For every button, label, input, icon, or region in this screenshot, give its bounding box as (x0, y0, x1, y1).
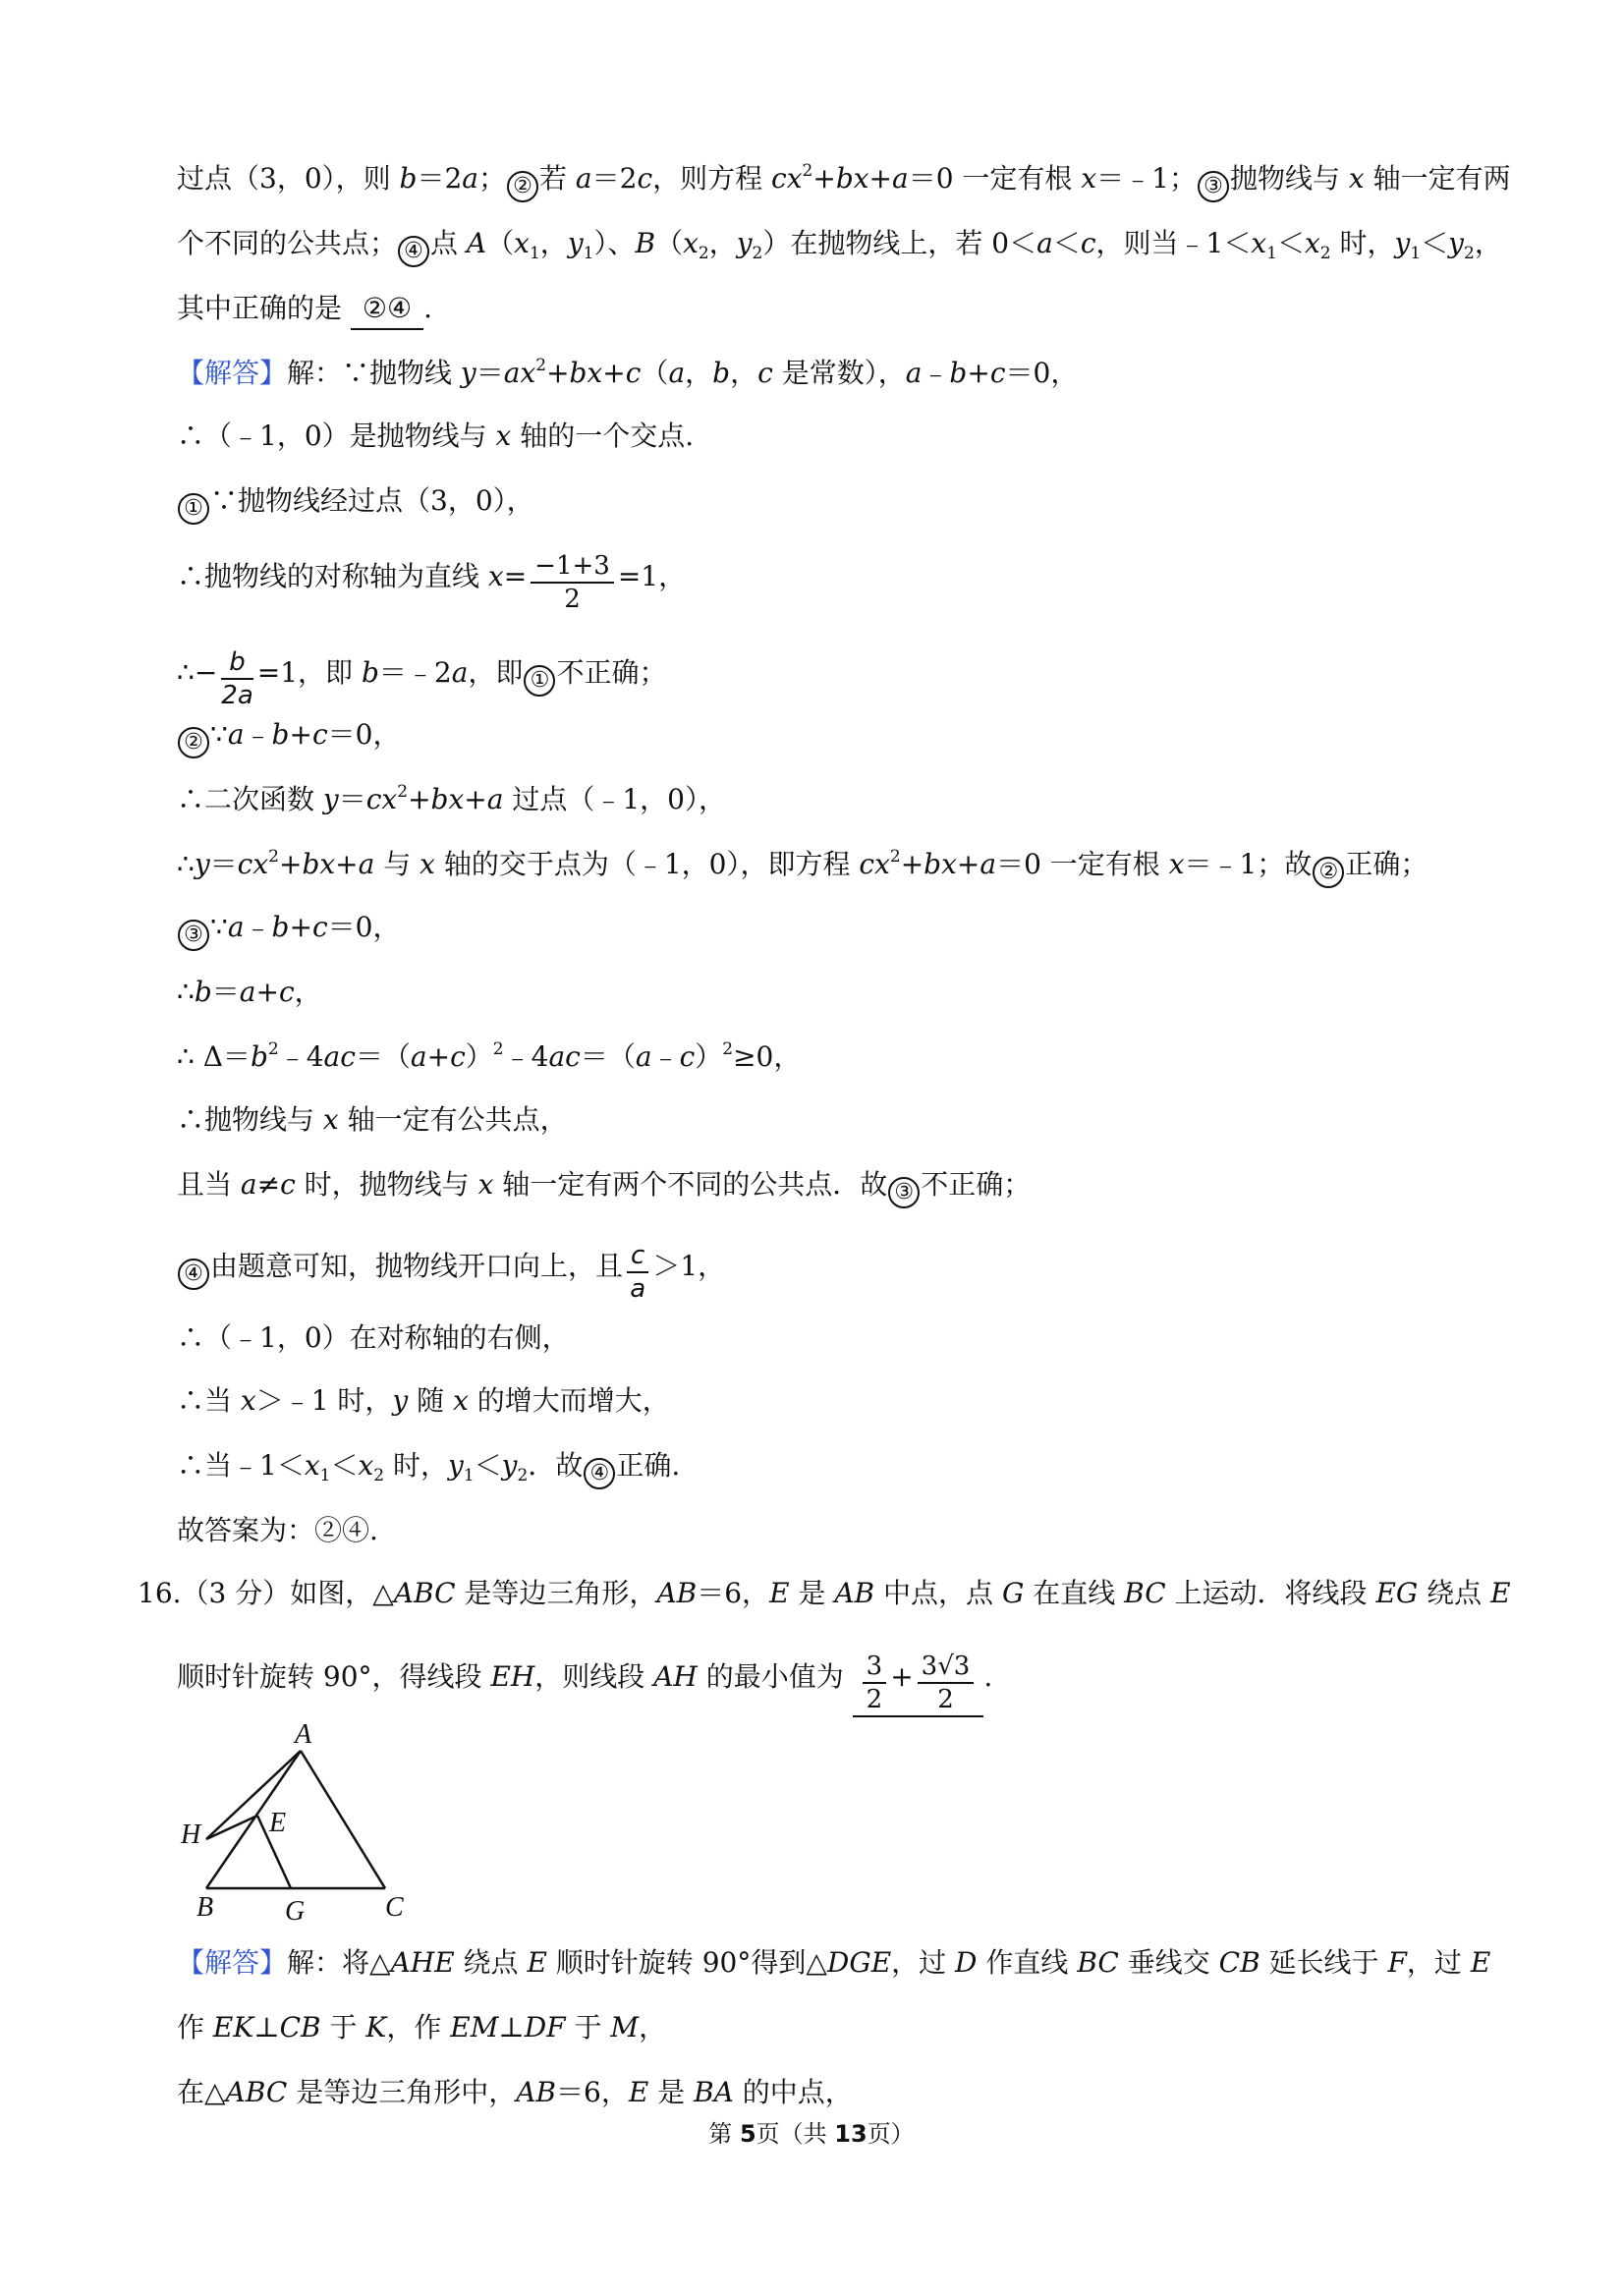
sol15-line-7: ∴二次函数 $y=cx^2+bx+a$ 过点（﹣1，0）， (177, 782, 726, 815)
answer-blank: $\frac{3}{2}$ + $\frac{3√3}{2}$ (853, 1651, 984, 1717)
sol15-line-1: 【解答】解：∵抛物线 $y=ax^2+bx+c(a$，b，c 是常数），a﹣b+c＝0， (177, 356, 1079, 389)
sol15-line-4: ∴抛物线的对称轴为直线 x= $\frac{-1+3}{2}$ =1， (177, 551, 687, 614)
sol15-line-13: 且当 a≠c 时，抛物线与 x 轴一定有两个不同的公共点．故 ③ 不正确； (177, 1165, 1031, 1208)
q16-line-1: 16.（3 分）如图，△ABC 是等边三角形，AB＝6，E 是 AB 中点，点 G 在直线 BC 上运动．将线段 EG 绕点 E (138, 1577, 1511, 1609)
answer-blank: ②④ (351, 289, 423, 330)
sol16-line-2: 作 EK⊥CB 于 K，作 EM⊥DF 于 M， (177, 2011, 667, 2044)
segment-he (206, 1816, 257, 1839)
fraction: $\frac{c}{a}$ (627, 1240, 648, 1305)
circled-3: ③ (1198, 171, 1229, 202)
geometry-figure (167, 1721, 462, 1928)
sol15-line-2: ∴（﹣1，0）是抛物线与 x 轴的一个交点. (177, 420, 695, 452)
fraction: $\frac{b}{2a}$ (221, 647, 253, 710)
sol15-line-18: 故答案为：②④. (177, 1514, 378, 1546)
label-b: B (196, 1892, 214, 1923)
q15-line-1: 过点（3，0），则 b＝2a； ② 若 a＝2c，则方程 $cx^2+bx+a=0$ 一定有根 x＝﹣1； ③ 抛物线与 x 轴一定有两 (177, 159, 1511, 202)
circled-2: ② (507, 171, 538, 202)
sol16-line-3: 在△ABC 是等边三角形中，AB＝6，E 是 BA 的中点， (177, 2076, 853, 2108)
q15-line-3: 其中正确的是 ②④ . (177, 289, 432, 330)
sol15-line-8: $\therefore y=cx^2+bx+a$ 与 x 轴的交于点为（﹣1，0），即方程 $cx^2+bx+a=0$ 一定有根 x＝﹣1；故 ② 正确； (177, 845, 1427, 888)
side-ac (301, 1751, 385, 1888)
sol15-line-9: ③ ∵a﹣b+c＝0， (177, 908, 400, 951)
sol15-line-16: ∴当 x＞﹣1 时，y 随 x 的增大而增大， (177, 1384, 670, 1417)
sol15-line-15: ∴（﹣1，0）在对称轴的右侧， (177, 1321, 570, 1354)
sol15-line-6: ② ∵a﹣b+c＝0， (177, 715, 400, 758)
question-number: 16. (138, 1577, 182, 1609)
q15-line-2: 个不同的公共点； ④ 点 $A(x_1$，$y_1$）、$B(x_2$，$y_2$）在抛物线上，若 0＜a＜c，则当$﹣1<x_1<x_2$ 时，$y_1<y_2$， (177, 224, 1502, 267)
sol15-line-14: ④ 由题意可知，抛物线开口向上，且 $\frac{c}{a}$ ＞1， (177, 1240, 725, 1305)
side-ab (206, 1751, 301, 1888)
sol15-line-12: ∴抛物线与 x 轴一定有公共点， (177, 1103, 568, 1136)
sol15-line-3: ① ∵抛物线经过点（3，0）， (177, 481, 534, 525)
sol15-line-10: ∴b＝a+c， (177, 976, 322, 1008)
sol15-line-11: ∴ $\Delta=b^2﹣4ac=(a+c)^2﹣4ac=(a﹣c)^2\ge 0$， (177, 1039, 802, 1073)
label-a: A (295, 1721, 312, 1750)
label-g: G (285, 1896, 306, 1927)
solution-tag: 【解答】 (177, 357, 288, 389)
page-footer: 第 5页（共 13页） (708, 2120, 915, 2148)
label-c: C (385, 1892, 404, 1923)
fraction: $\frac{-1+3}{2}$ (531, 550, 614, 615)
q16-line-2: 顺时针旋转 90°，得线段 EH，则线段 AH 的最小值为 $\frac{3}{2}$ + $\frac{3√3}{2}$ . (177, 1651, 992, 1717)
segment-ah (206, 1751, 301, 1839)
sol16-line-1: 【解答】解：将△AHE 绕点 E 顺时针旋转 90°得到△DGE，过 D 作直线 BC 垂线交 CB 延长线于 F，过 E (177, 1946, 1491, 1979)
sol15-line-5: ∴− $\frac{b}{2a}$ =1，即 b＝﹣2a，即 ① 不正确； (177, 647, 667, 710)
sol15-line-17: ∴当$﹣1<x_1<x_2$ 时，$y_1<y_2$．故 ④ 正确. (177, 1446, 680, 1489)
solution-tag: 【解答】 (177, 1946, 288, 1979)
label-e: E (269, 1808, 287, 1838)
circled-4: ④ (398, 236, 429, 267)
label-h: H (181, 1820, 201, 1850)
